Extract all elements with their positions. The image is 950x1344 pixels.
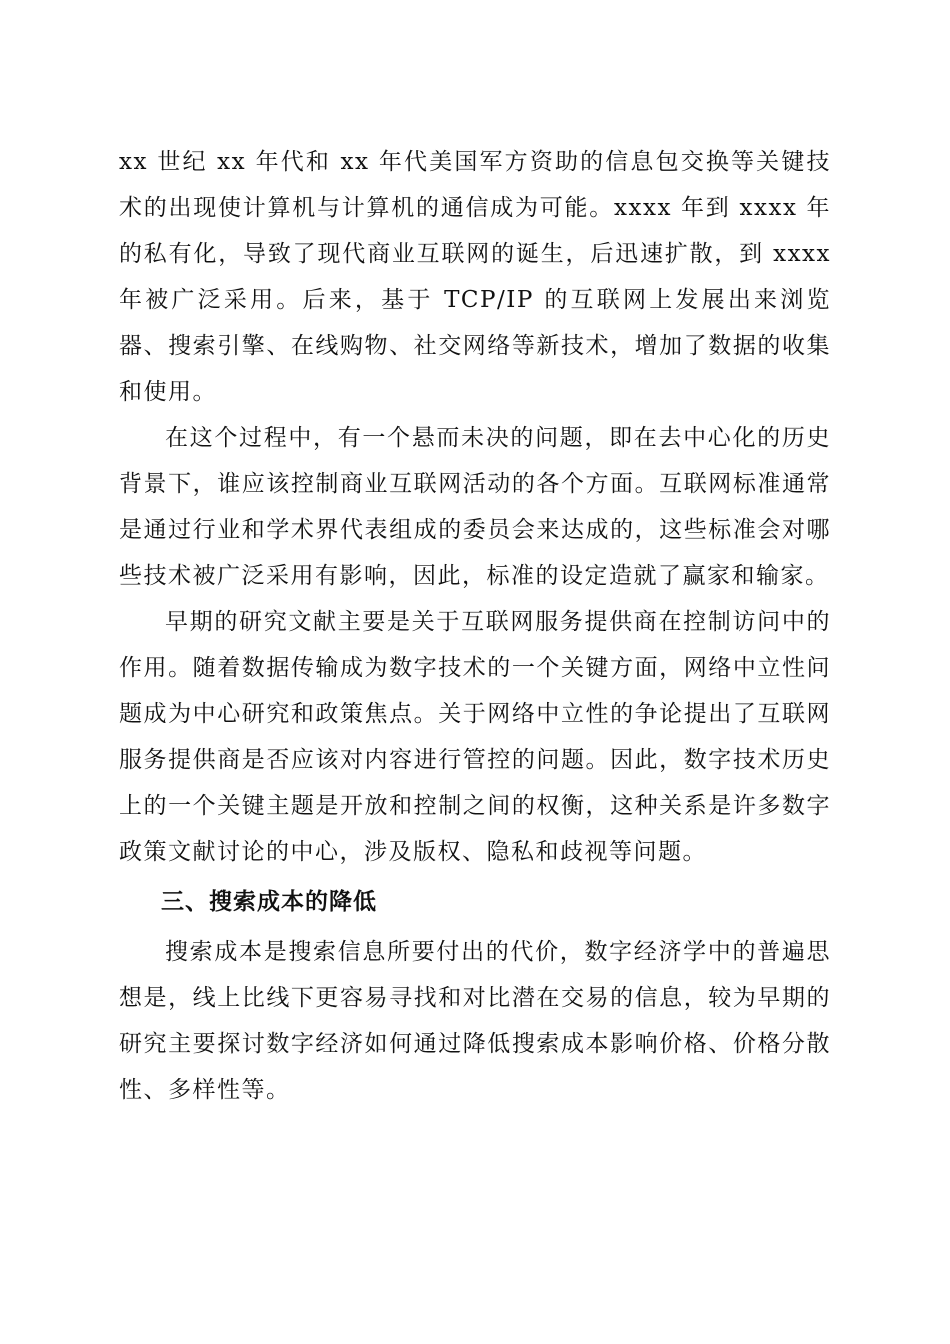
paragraph-continuation: xx 世纪 xx 年代和 xx 年代美国军方资助的信息包交换等关键技术的出现使计算机与计算机的通信成为可能。xxxx 年到 xxxx 年的私有化，导致了现代商业互联网的诞生，后迅速扩散，到 xxxx 年被广泛采用。后来，基于 TCP/IP 的互联网上发展出来浏览器、搜索引擎、在线购物、社交网络等新技术，增加了数据的收集和使用。: [119, 149, 831, 405]
paragraph-net-neutrality: 早期的研究文献主要是关于互联网服务提供商在控制访问中的作用。随着数据传输成为数字技术的一个关键方面，网络中立性问题成为中心研究和政策焦点。关于网络中立性的争论提出了互联网服务提供商是否应该对内容进行管控的问题。因此，数字技术历史上的一个关键主题是开放和控制之间的权衡，这种关系是许多数字政策文献讨论的中心，涉及版权、隐私和歧视等问题。: [119, 609, 831, 865]
section-heading: 三、搜索成本的降低: [161, 889, 377, 915]
document-body: [119, 139, 831, 1113]
paragraph-decentralization: 在这个过程中，有一个悬而未决的问题，即在去中心化的历史背景下，谁应该控制商业互联网活动的各个方面。互联网标准通常是通过行业和学术界代表组成的委员会来达成的，这些标准会对哪些技术被广泛采用有影响，因此，标准的设定造就了赢家和输家。: [119, 425, 831, 589]
paragraph-search-costs: 搜索成本是搜索信息所要付出的代价，数字经济学中的普遍思想是，线上比线下更容易寻找和对比潜在交易的信息，较为早期的研究主要探讨数字经济如何通过降低搜索成本影响价格、价格分散性、多样性等。: [119, 939, 831, 1103]
